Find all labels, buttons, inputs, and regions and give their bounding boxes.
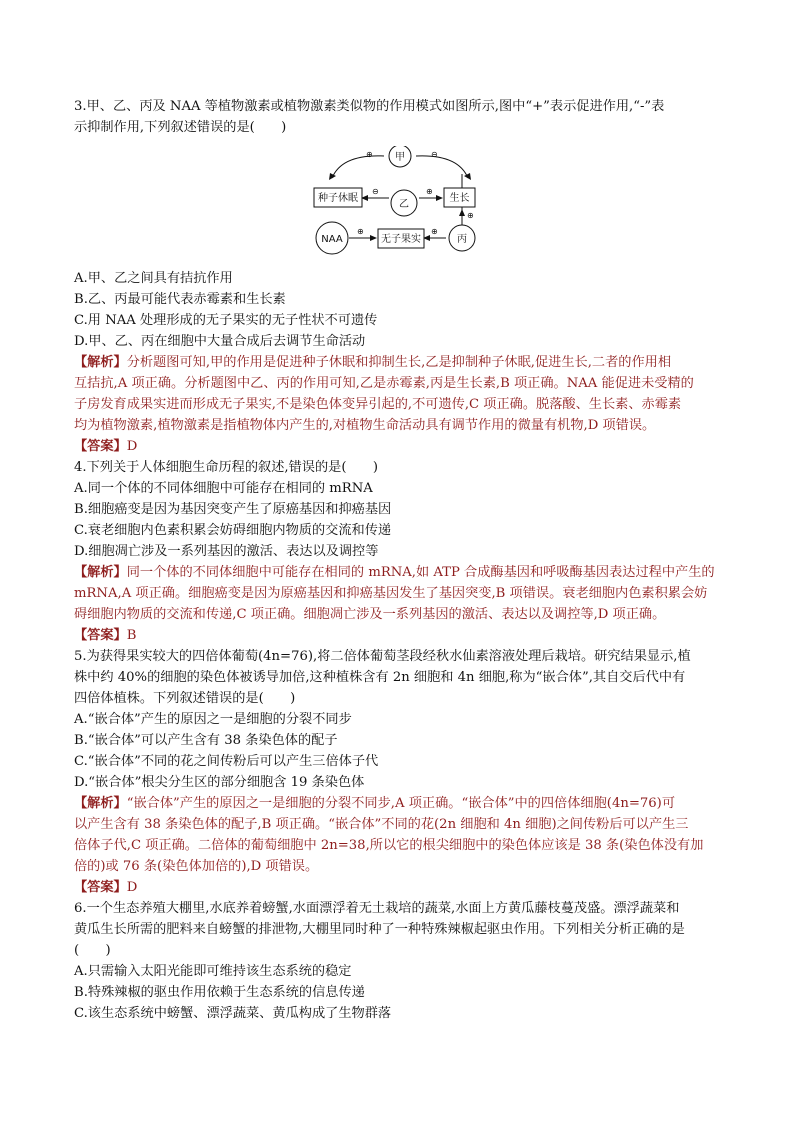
q6-option-b: B.特殊辣椒的驱虫作用依赖于生态系统的信息传递 bbox=[74, 985, 365, 1000]
q4-answer bbox=[74, 625, 724, 646]
q5-analysis-line-1 bbox=[74, 793, 724, 814]
q6-stem-line-1: 6.一个生态养殖大棚里,水底养着螃蟹,水面漂浮着无土栽培的蔬菜,水面上方黄瓜藤枝蔓茂盛。漂浮蔬菜和 bbox=[74, 901, 680, 916]
q3-stem-line-2: 示抑制作用,下列叙述错误的是( ) bbox=[74, 120, 287, 135]
analysis-tag: 【解析】 bbox=[74, 796, 127, 811]
q5-stem-line-3: 四倍体植株。下列叙述错误的是( ) bbox=[74, 691, 296, 706]
q4-analysis-line-1 bbox=[74, 562, 724, 583]
q4-analysis-text: 同一个体的不同体细胞中可能存在相同的 mRNA,如 ATP 合成酶基因和呼吸酶基因表达过程中产生的 bbox=[126, 565, 715, 580]
q3-hormone-diagram bbox=[74, 146, 724, 258]
q4-option-a: A.同一个体的不同体细胞中可能存在相同的 mRNA bbox=[74, 481, 373, 496]
q3-option-c: C.用 NAA 处理形成的无子果实的无子性状不可遗传 bbox=[74, 313, 378, 328]
q3-analysis-line-3: 子房发育成果实进而形成无子果实,不是染色体变异引起的,不可遗传,C 项正确。脱落酸、生长素、赤霉素 bbox=[74, 397, 682, 412]
question-3 bbox=[74, 96, 724, 457]
q3-analysis-text: 分析题图可知,甲的作用是促进种子休眠和抑制生长,乙是抑制种子休眠,促进生长,二者的作用相 bbox=[126, 355, 672, 370]
answer-value: B bbox=[126, 628, 137, 643]
q4-analysis-line-3: 碍细胞内物质的交流和传递,C 项正确。细胞凋亡涉及一系列基因的激活、表达以及调控等,D 项正确。 bbox=[74, 607, 666, 622]
answer-tag: 【答案】 bbox=[74, 439, 127, 454]
q6-stem-line-2: 黄瓜生长所需的肥料来自螃蟹的排泄物,大棚里同时种了一种特殊辣椒起驱虫作用。下列相关分析正确的是 bbox=[74, 922, 685, 937]
question-6 bbox=[74, 898, 724, 1024]
question-4 bbox=[74, 457, 724, 646]
label-seedless: 无子果实 bbox=[381, 234, 421, 245]
q3-option-a: A.甲、乙之间具有拮抗作用 bbox=[74, 271, 233, 286]
label-bing: 丙 bbox=[457, 234, 467, 245]
label-naa: NAA bbox=[321, 234, 343, 245]
label-growth: 生长 bbox=[449, 193, 470, 204]
arrow-jia-to-growth bbox=[416, 156, 468, 178]
answer-value: D bbox=[126, 439, 138, 454]
q4-analysis-line-2: mRNA,A 项正确。细胞癌变是因为原癌基因和抑癌基因发生了基因突变,B 项错误。衰老细胞内色素积累会妨 bbox=[74, 586, 708, 601]
q4-stem: 4.下列关于人体细胞生命历程的叙述,错误的是( ) bbox=[74, 460, 378, 475]
q5-analysis-line-2: 以产生含有 38 条染色体的配子,B 项正确。“嵌合体”不同的花(2n 细胞和 4n 细胞)之间传粉后可以产生三 bbox=[74, 817, 689, 832]
q5-option-a: A.“嵌合体”产生的原因之一是细胞的分裂不同步 bbox=[74, 712, 352, 727]
q5-option-d: D.“嵌合体”根尖分生区的部分细胞含 19 条染色体 bbox=[74, 775, 365, 790]
q4-option-b: B.细胞癌变是因为基因突变产生了原癌基因和抑癌基因 bbox=[74, 502, 392, 517]
answer-tag: 【答案】 bbox=[74, 880, 127, 895]
label-jia: 甲 bbox=[395, 152, 405, 163]
q5-answer bbox=[74, 877, 724, 898]
q5-stem-line-1: 5.为获得果实较大的四倍体葡萄(4n=76),将二倍体葡萄茎段经秋水仙素溶液处理后栽培。研究结果显示,植 bbox=[74, 649, 691, 664]
sign-plus-2: ⊕ bbox=[426, 187, 433, 196]
q3-answer bbox=[74, 436, 724, 457]
sign-plus-1: ⊕ bbox=[366, 150, 373, 159]
q5-analysis-line-3: 倍体子代,C 项正确。二倍体的葡萄细胞中 2n=38,所以它的根尖细胞中的染色体应该是 38 条(染色体没有加 bbox=[74, 838, 704, 853]
q3-stem-line-1: 3.甲、乙、丙及 NAA 等植物激素或植物激素类似物的作用模式如图所示,图中“+”表示促进作用,“-”表 bbox=[74, 99, 665, 114]
label-yi: 乙 bbox=[399, 199, 409, 210]
q3-option-b: B.乙、丙最可能代表赤霉素和生长素 bbox=[74, 292, 286, 307]
answer-tag: 【答案】 bbox=[74, 628, 127, 643]
q4-option-c: C.衰老细胞内色素积累会妨碍细胞内物质的交流和传递 bbox=[74, 523, 392, 538]
q5-analysis-line-4: 倍的)或 76 条(染色体加倍的),D 项错误。 bbox=[74, 859, 319, 874]
sign-minus-2: ⊖ bbox=[372, 187, 379, 196]
document-page bbox=[74, 96, 724, 1024]
analysis-tag: 【解析】 bbox=[74, 565, 127, 580]
q5-option-b: B.“嵌合体”可以产生含有 38 条染色体的配子 bbox=[74, 733, 338, 748]
q5-option-c: C.“嵌合体”不同的花之间传粉后可以产生三倍体子代 bbox=[74, 754, 379, 769]
q3-analysis-line-2: 互拮抗,A 项正确。分析题图中乙、丙的作用可知,乙是赤霉素,丙是生长素,B 项正确。NAA 能促进未受精的 bbox=[74, 376, 694, 391]
answer-value: D bbox=[126, 880, 138, 895]
q6-option-c: C.该生态系统中螃蟹、漂浮蔬菜、黄瓜构成了生物群落 bbox=[74, 1006, 392, 1021]
q4-option-d: D.细胞凋亡涉及一系列基因的激活、表达以及调控等 bbox=[74, 544, 379, 559]
question-5 bbox=[74, 646, 724, 898]
arrow-jia-to-dormancy bbox=[332, 156, 384, 178]
analysis-tag: 【解析】 bbox=[74, 355, 127, 370]
q5-stem-line-2: 株中约 40%的细胞的染色体被诱导加倍,这种植株含有 2n 细胞和 4n 细胞,称为“嵌合体”,其自交后代中有 bbox=[74, 670, 686, 685]
q3-analysis-line-4: 均为植物激素,植物激素是指植物体内产生的,对植物生命活动具有调节作用的微量有机物,D 项错误。 bbox=[74, 418, 656, 433]
label-dormancy: 种子休眠 bbox=[318, 193, 358, 204]
q3-option-d: D.甲、乙、丙在细胞中大量合成后去调节生命活动 bbox=[74, 334, 366, 349]
q6-option-a: A.只需输入太阳光能即可维持该生态系统的稳定 bbox=[74, 964, 352, 979]
sign-plus-5: ⊕ bbox=[431, 227, 438, 236]
sign-minus-1: ⊖ bbox=[431, 150, 438, 159]
sign-plus-4: ⊕ bbox=[357, 227, 364, 236]
q5-analysis-text: “嵌合体”产生的原因之一是细胞的分裂不同步,A 项正确。“嵌合体”中的四倍体细胞(4n=76)可 bbox=[126, 796, 676, 811]
sign-plus-3: ⊕ bbox=[467, 211, 474, 220]
q3-analysis-line-1 bbox=[74, 352, 724, 373]
q6-stem-line-3: ( ) bbox=[74, 943, 111, 958]
